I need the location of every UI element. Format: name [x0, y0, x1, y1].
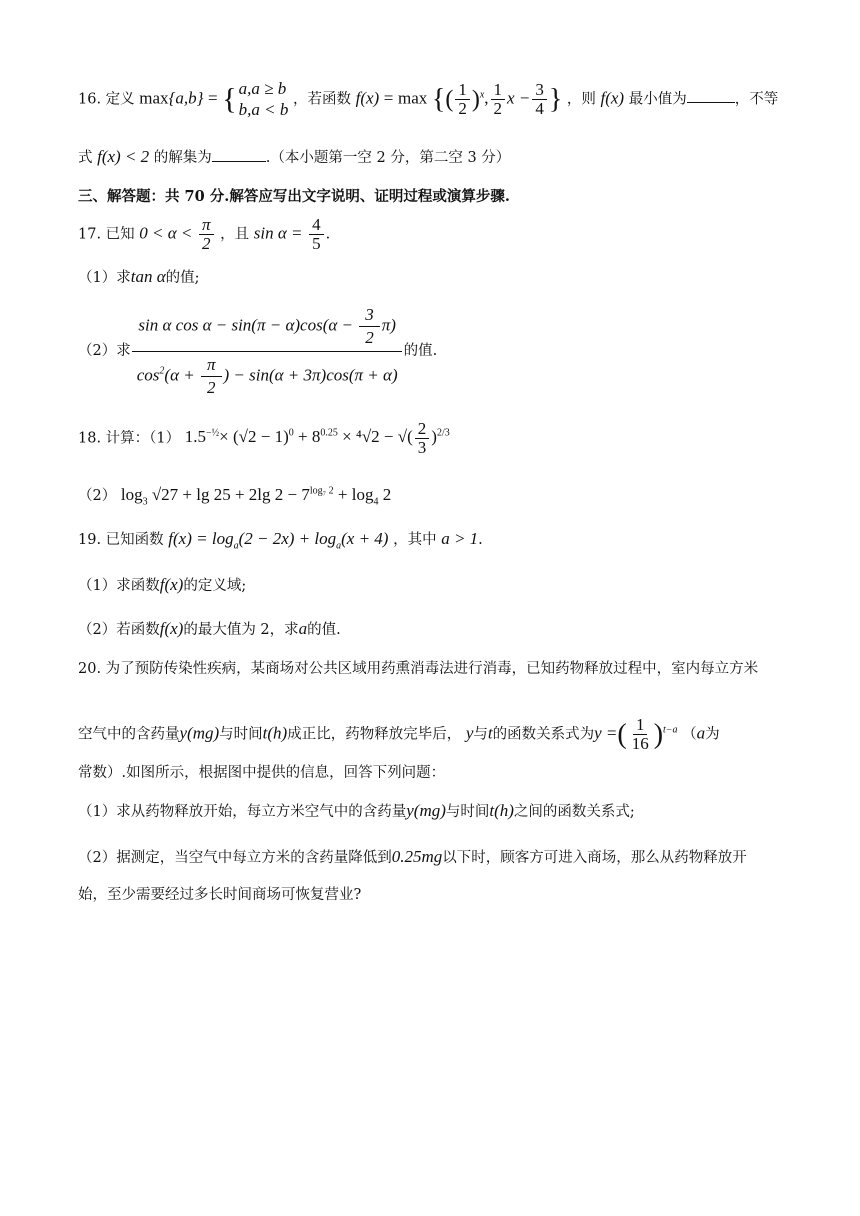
- q17-tan: tan α: [130, 267, 166, 286]
- q19-text-where: ，其中: [393, 532, 437, 548]
- q18-line-2: [78, 484, 798, 509]
- q19-number: 19. 已知函数: [78, 532, 164, 548]
- q17-numerator: sin α cos α − sin(π − α)cos(α − $\frac{3}{2}$ π): [132, 302, 402, 352]
- q20-line-1: 20. 为了预防传染性疾病，某商场对公共区域用药熏消毒法进行消毒，已知药物释放过程中，室内每立方米: [78, 661, 759, 677]
- q16-x-minus: x −: [507, 88, 531, 108]
- q18-p2-label: （2）: [78, 488, 117, 504]
- q20-one-sixteenth: $\frac{1}{16}$: [631, 715, 649, 753]
- q16-cases: [239, 78, 289, 121]
- q16-fx-2: f(x): [600, 88, 625, 108]
- q16-line-1: 16. 定义 max{a,b} = { a,a ≥ b b,a < b ，若函数 f(x) = max {( $\frac{1}{2}$ )$^x$, $\frac{1}{2}$ x − $\frac{3}{4}$ } ，则 f(x) 最小值为 ，不等: [78, 79, 779, 120]
- q17-cond: 0 < α <: [139, 223, 193, 243]
- q17-part-1: [78, 266, 798, 287]
- q16-text-scoring: .（本小题第一空 2 分，第二空 3 分）: [265, 150, 511, 166]
- q17-part-2: [78, 302, 798, 400]
- q16-text-then: ，则: [566, 91, 596, 108]
- q19-p2-a: a: [298, 619, 308, 638]
- q16-max-label: max: [139, 88, 169, 108]
- q16-brace: {: [222, 82, 237, 116]
- q20-t-h: t(h): [262, 723, 288, 743]
- q17-number: 17. 已知: [78, 226, 135, 243]
- q16-blank-1[interactable]: [687, 90, 735, 103]
- q20-y-mg: y(mg): [179, 723, 220, 743]
- q16-max-expr: max: [398, 88, 428, 108]
- q16-text-min: 最小值为: [628, 91, 687, 108]
- q16-blank-2[interactable]: [212, 149, 266, 162]
- q16-line-2: [78, 146, 798, 167]
- q20-p1-t: t(h): [489, 801, 514, 820]
- q20-p1-y: y(mg): [406, 801, 446, 820]
- q17-p2-end: 的值.: [403, 343, 438, 360]
- q19-part-1: （1）求函数f(x)的定义域;: [78, 575, 247, 594]
- q16-text-if: ，若函数: [292, 91, 351, 108]
- q16-equals: =: [208, 88, 218, 108]
- q16-three-quarters: $\frac{3}{4}$: [532, 81, 547, 118]
- q16-inequality: f(x) < 2: [97, 147, 150, 166]
- q17-text-and: ，且: [220, 226, 250, 243]
- q20-y-eq: y =: [594, 723, 618, 743]
- q18-expr-2: $\log_3 √27 + \lg 25 + 2\lg$ $2 - 7^{log_7 2} + \log_4 2$: [120, 485, 392, 508]
- q20-part-1: （1）求从药物释放开始，每立方米空气中的含药量y(mg)与时间t(h)之间的函数关系式;: [78, 801, 635, 820]
- q20-part-2-cont: 始，至少需要经过多长时间商场可恢复营业?: [78, 887, 362, 903]
- q17-p2-label: （2）求: [78, 343, 131, 360]
- q16-number: 16.: [78, 91, 102, 108]
- q19-line-1: 19. 已知函数 $f(x) = \log_a(2 - 2x) + \log_a(x + 4)$ ，其中 a > 1.: [78, 529, 483, 552]
- q18-number: 18. 计算：（1）: [78, 430, 181, 447]
- q19-p1-fx: f(x): [159, 575, 184, 594]
- q17-p1-end: 的值;: [165, 270, 200, 286]
- q16-text-shi: 式: [78, 150, 93, 166]
- q16-text-solution: 的解集为: [153, 150, 212, 166]
- q16-x-exponent: x: [479, 89, 485, 101]
- q17-denominator: $\cos^2(\alpha$ + $\frac{\pi}{2}$ ) − sin(α + 3π)cos(π + α): [136, 354, 398, 397]
- q16-fx: f(x): [355, 88, 380, 108]
- q17-four-fifths: $\frac{4}{5}$: [309, 216, 324, 253]
- q20-threshold: 0.25mg: [391, 847, 443, 866]
- q16-text-define: 定义: [105, 91, 135, 108]
- q20-line-3: 常数）.如图所示，根据图中提供的信息，回答下列问题：: [78, 765, 446, 781]
- q18-line-1: [78, 420, 798, 457]
- q16-case-2: b,a < b: [238, 100, 289, 120]
- q19-p2-fx: f(x): [159, 619, 184, 638]
- q17-p1-label: （1）求: [78, 270, 131, 286]
- q17-pi-over-2: $\frac{\pi}{2}$: [199, 216, 214, 253]
- q18-expr-1: $1.5^{-\frac{1}{2}}\times (√2 - 1)^0 + 8^{0.25} \times ^4√2$ − √( $\frac{2}{3}$ )$^{2/3}$: [184, 419, 450, 457]
- q19-cond: a > 1: [441, 529, 479, 548]
- q16-set-ab: {a,b}: [168, 88, 204, 108]
- q17-line-1: 17. 已知 0 < α < $\frac{\pi}{2}$ ，且 sin α = $\frac{4}{5}$ .: [78, 215, 331, 253]
- q16-text-ineq: ，不等: [734, 91, 779, 108]
- q20-exponent: t−a: [663, 724, 678, 736]
- q16-half-fraction: $\frac{1}{2}$: [455, 81, 470, 118]
- q19-function: $f(x) = \log_a(2 - 2x) + \log_a(x + 4)$: [168, 529, 389, 552]
- q20-line-2: 空气中的含药量y(mg)与时间t(h)成正比，药物释放完毕后， y与t的函数关系式为y =( $\frac{1}{16}$ )$^{t-a}$ （a为: [78, 715, 720, 753]
- q16-case-1: a,a ≥ b: [238, 79, 287, 98]
- q17-big-fraction: [131, 302, 404, 400]
- q19-part-2: （2）若函数f(x)的最大值为 2，求a的值.: [78, 619, 341, 638]
- q17-sin: sin α =: [253, 223, 303, 243]
- q20-part-2: （2）据测定，当空气中每立方米的含药量降低到0.25mg以下时，顾客方可进入商场，那么从药物释放开: [78, 847, 747, 866]
- q16-half-fraction-2: $\frac{1}{2}$: [491, 81, 506, 118]
- section-3-header: 三、解答题：共 70 分.解答应写出文字说明、证明过程或演算步骤.: [78, 188, 510, 205]
